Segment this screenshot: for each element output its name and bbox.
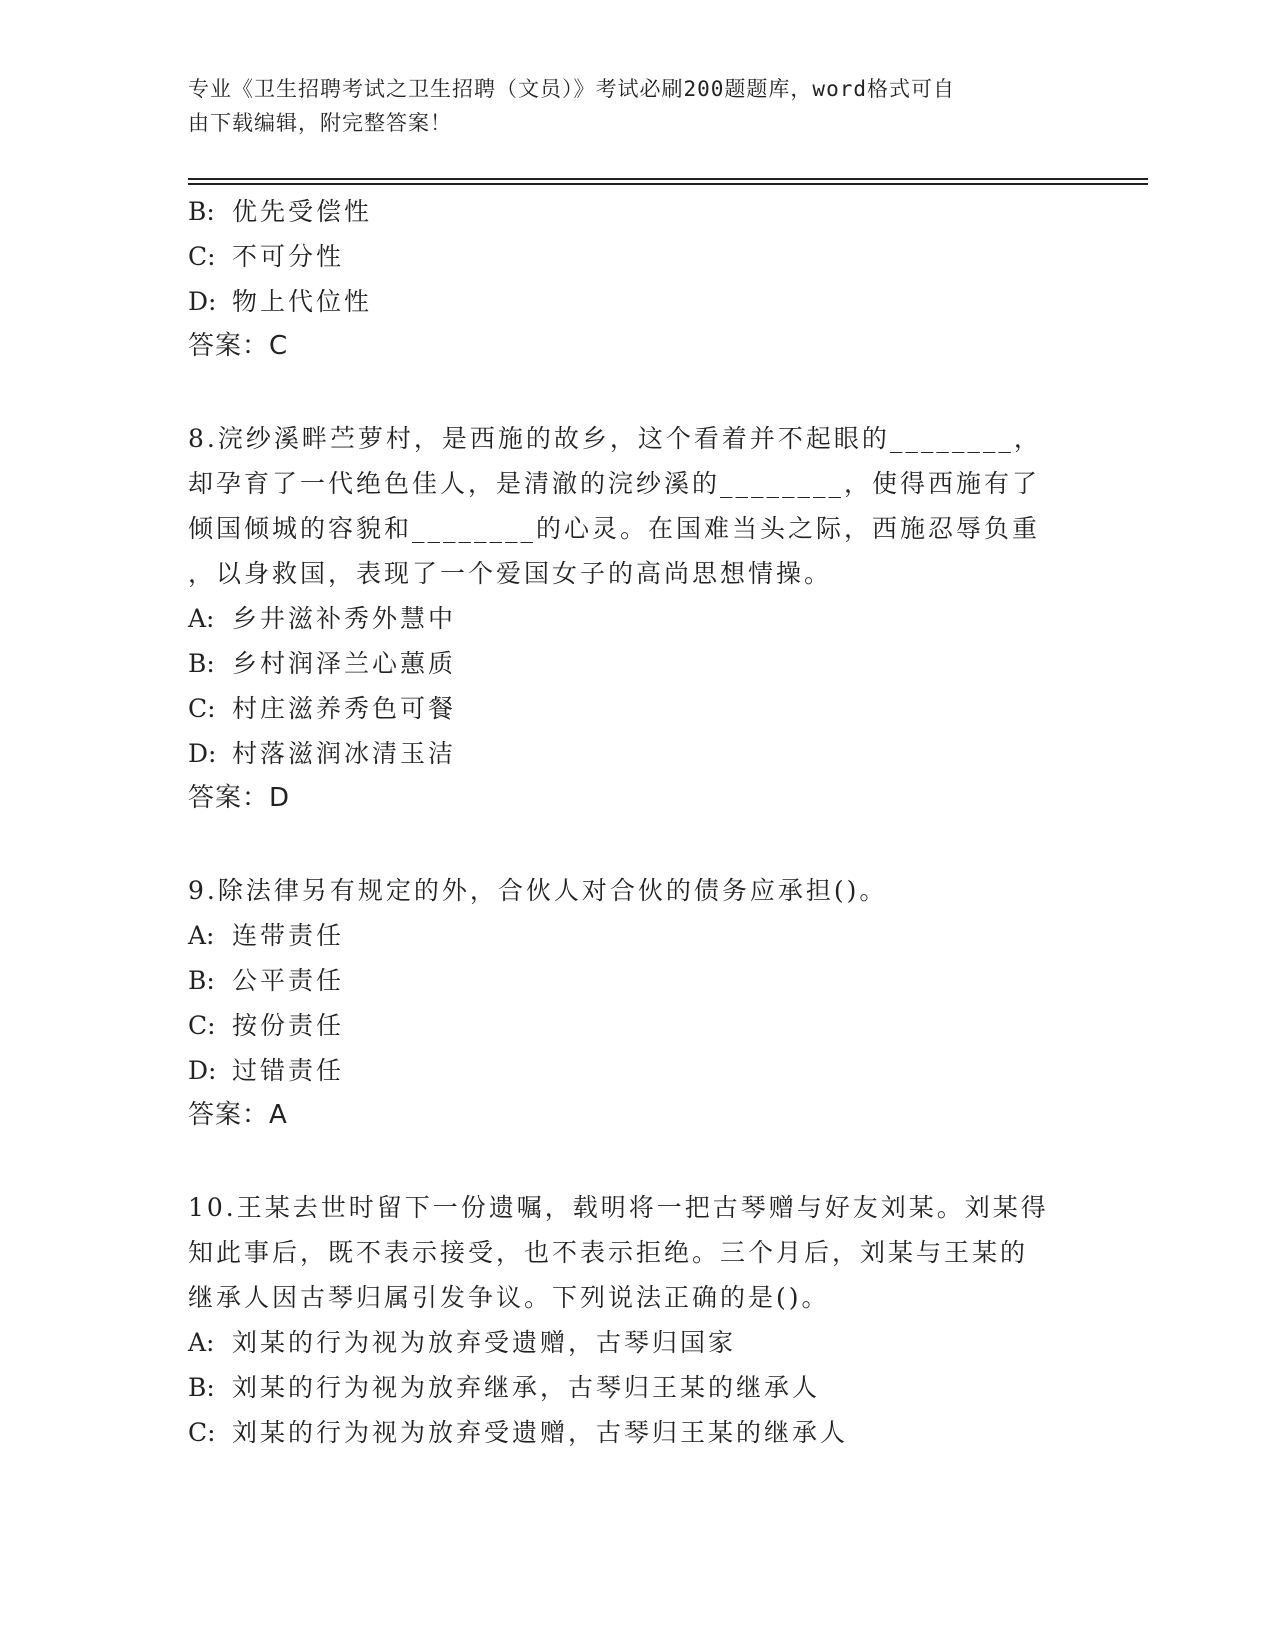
option-d: D: 物上代位性 (188, 287, 373, 316)
question-8 (188, 416, 1088, 821)
answer: 答案：C (188, 331, 289, 361)
option-c: C: 不可分性 (188, 242, 345, 271)
option-b: B: 刘某的行为视为放弃继承，古琴归王某的继承人 (188, 1373, 821, 1402)
question-stem-line: ，以身救国，表现了一个爱国女子的高尚思想情操。 (188, 559, 833, 588)
question-stem-line: 10.王某去世时留下一份遗嘱，载明将一把古琴赠与好友刘某。刘某得 (188, 1193, 1049, 1222)
option-d: D: 村落滋润冰清玉洁 (188, 739, 457, 768)
question-stem-line: 知此事后，既不表示接受，也不表示拒绝。三个月后，刘某与王某的 (188, 1238, 1029, 1267)
question-stem-line: 9.除法律另有规定的外，合伙人对合伙的债务应承担()。 (188, 876, 888, 905)
option-c: C: 按份责任 (188, 1011, 345, 1040)
document-body (188, 189, 1088, 1455)
header-rule-top (188, 178, 1148, 180)
question-stem-line: 继承人因古琴归属引发争议。下列说法正确的是()。 (188, 1283, 830, 1312)
option-b: B: 优先受偿性 (188, 197, 373, 226)
document-header (188, 72, 1068, 140)
option-a: A: 刘某的行为视为放弃受遗赠，古琴归国家 (188, 1328, 737, 1357)
question-stem-line: 倾国倾城的容貌和________的心灵。在国难当头之际，西施忍辱负重 (188, 514, 1041, 543)
question-10 (188, 1185, 1088, 1455)
option-a: A: 乡井滋补秀外慧中 (188, 604, 457, 633)
option-d: D: 过错责任 (188, 1056, 345, 1085)
header-rule-bottom (188, 183, 1148, 185)
option-a: A: 连带责任 (188, 921, 345, 950)
question-stem-line: 却孕育了一代绝色佳人，是清澈的浣纱溪的________，使得西施有了 (188, 469, 1041, 498)
question-7 (188, 189, 1088, 369)
header-title-line-2: 由下载编辑，附完整答案！ (188, 111, 452, 135)
option-c: C: 村庄滋养秀色可餐 (188, 694, 457, 723)
answer: 答案：D (188, 783, 291, 813)
header-title-line-1: 专业《卫生招聘考试之卫生招聘（文员）》考试必刷200题题库，word格式可自 (188, 77, 955, 101)
option-b: B: 乡村润泽兰心蕙质 (188, 649, 457, 678)
question-stem-line: 8.浣纱溪畔苎萝村，是西施的故乡，这个看着并不起眼的________， (188, 424, 1042, 453)
question-9 (188, 868, 1088, 1138)
answer: 答案：A (188, 1100, 288, 1130)
option-c: C: 刘某的行为视为放弃受遗赠，古琴归王某的继承人 (188, 1418, 849, 1447)
option-b: B: 公平责任 (188, 966, 345, 995)
